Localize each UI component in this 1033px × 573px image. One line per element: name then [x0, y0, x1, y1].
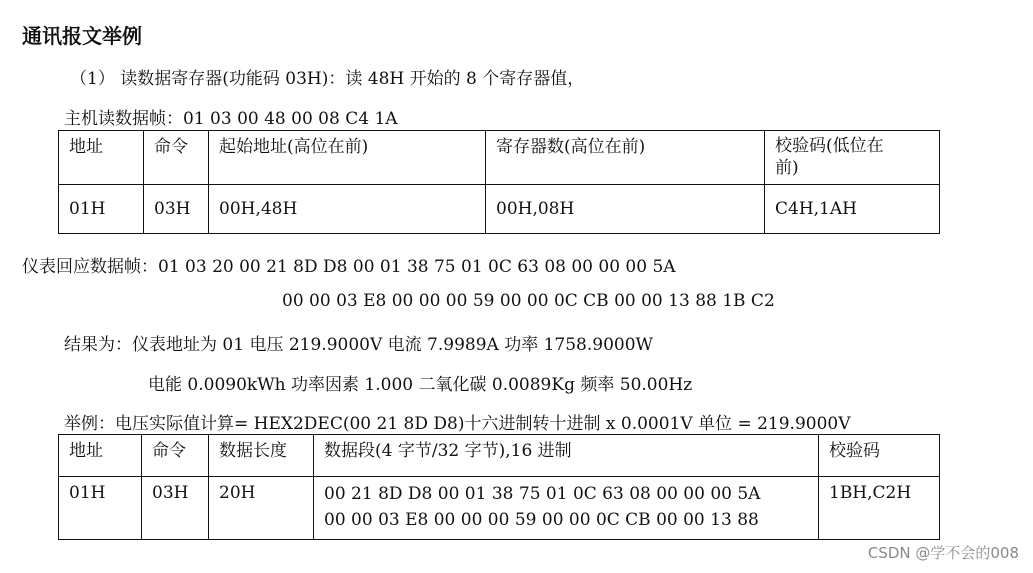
response-frame-table [58, 434, 940, 540]
reply-frame-line-2: 00 00 03 E8 00 00 00 59 00 00 0C CB 00 00 13 88 1B C2 [282, 291, 775, 311]
checksum-header-line2: 前) [775, 158, 799, 178]
table-header-cell: 起始地址(高位在前) [209, 131, 486, 185]
table-header-cell: 数据段(4 字节/32 字节),16 进制 [314, 435, 819, 477]
table-cell: C4H,1AH [765, 185, 940, 234]
watermark: CSDN @学不会的008 [867, 544, 1019, 562]
checksum-header-line1: 校验码(低位在 [775, 136, 884, 156]
table-header-cell: 校验码 [819, 435, 940, 477]
table-header-row [59, 435, 940, 477]
request-frame-table [58, 130, 940, 234]
table-cell [314, 477, 819, 540]
table-header-cell: 命令 [144, 131, 209, 185]
table-row [59, 185, 940, 234]
table-header-cell [765, 131, 940, 185]
table-cell: 1BH,C2H [819, 477, 940, 540]
table-cell: 20H [209, 477, 314, 540]
host-read-frame: 主机读数据帧：01 03 00 48 00 08 C4 1A [64, 109, 398, 129]
item-1-description: （1） 读数据寄存器(功能码 03H)：读 48H 开始的 8 个寄存器值， [70, 69, 585, 89]
voltage-calc-example: 举例：电压实际值计算= HEX2DEC(00 21 8D D8)十六进制转十进制 x 0.0001V 单位 = 219.9000V [64, 414, 851, 434]
table-cell: 01H [59, 185, 144, 234]
table-cell: 03H [142, 477, 209, 540]
table-header-cell: 命令 [142, 435, 209, 477]
data-segment-line1: 00 21 8D D8 00 01 38 75 01 0C 63 08 00 00 00 5A [324, 484, 761, 504]
table-header-cell: 数据长度 [209, 435, 314, 477]
reply-frame-line-1: 仪表回应数据帧：01 03 20 00 21 8D D8 00 01 38 75 01 0C 63 08 00 00 00 5A [22, 257, 676, 277]
table-cell: 00H,48H [209, 185, 486, 234]
table-header-cell: 地址 [59, 435, 142, 477]
result-line-2: 电能 0.0090kWh 功率因素 1.000 二氧化碳 0.0089Kg 频率 50.00Hz [148, 375, 693, 395]
table-header-cell: 地址 [59, 131, 144, 185]
table-row [59, 477, 940, 540]
table-cell: 01H [59, 477, 142, 540]
table-cell: 03H [144, 185, 209, 234]
table-header-row [59, 131, 940, 185]
table-cell: 00H,08H [486, 185, 765, 234]
page-title: 通讯报文举例 [22, 24, 142, 48]
table-header-cell: 寄存器数(高位在前) [486, 131, 765, 185]
data-segment-line2: 00 00 03 E8 00 00 00 59 00 00 0C CB 00 00 13 88 [324, 510, 759, 530]
result-line-1: 结果为：仪表地址为 01 电压 219.9000V 电流 7.9989A 功率 1758.9000W [64, 335, 654, 355]
